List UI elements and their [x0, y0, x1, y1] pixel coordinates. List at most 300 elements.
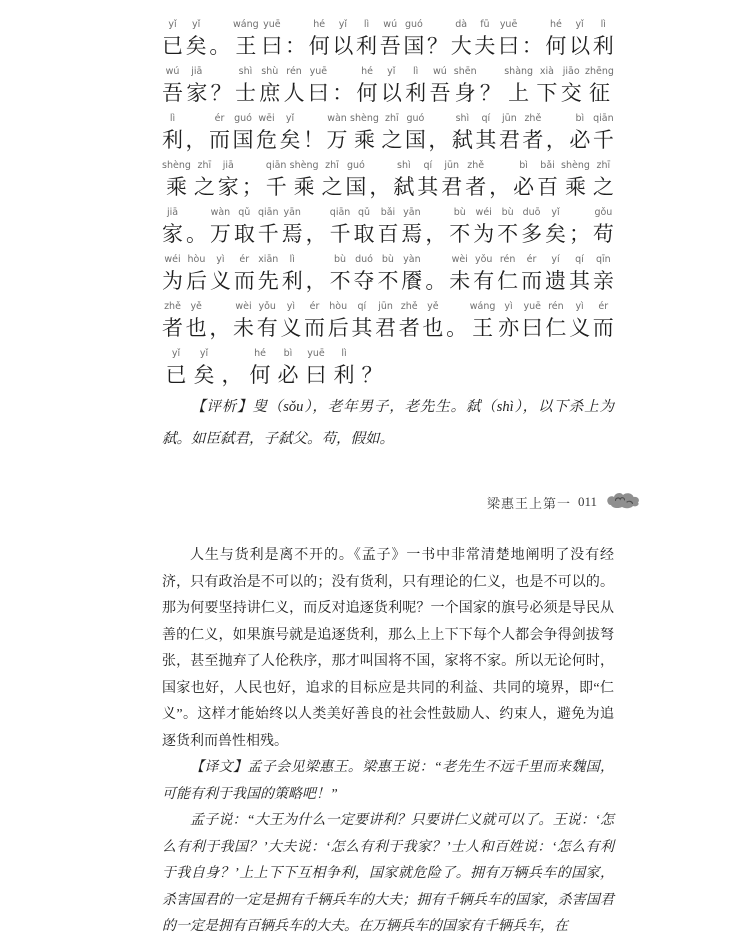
ruby-cell	[399, 300, 420, 343]
pinyin-annotation: bù	[334, 254, 347, 265]
classic-character: ，	[305, 222, 327, 246]
pinyin-annotation: yuē	[263, 19, 281, 30]
classic-line	[162, 61, 614, 108]
pinyin-annotation: zhī	[197, 160, 212, 171]
classic-character: 人	[283, 81, 305, 105]
ruby-cell	[498, 18, 519, 61]
pinyin-annotation: lì	[363, 19, 370, 30]
ruby-cell	[381, 112, 402, 155]
pinyin-annotation: lì	[341, 348, 347, 359]
ruby-cell	[489, 159, 510, 202]
classic-character: 义	[280, 316, 302, 340]
classic-character: 百	[377, 222, 399, 246]
ruby-cell	[475, 112, 496, 155]
ruby-cell	[233, 300, 254, 343]
pinyin-annotation: shì	[455, 113, 470, 124]
pinyin-annotation: yuē	[309, 66, 328, 77]
classic-character: 弑	[393, 175, 415, 199]
classic-character: 多	[521, 222, 543, 246]
pinyin-annotation: yǐ	[168, 19, 177, 30]
pinyin-annotation: yǐ	[387, 66, 396, 77]
ruby-cell	[186, 65, 207, 108]
classic-character: 何	[356, 81, 378, 105]
pinyin-annotation: yuē	[307, 348, 325, 359]
ruby-cell	[209, 18, 230, 61]
ruby-cell	[256, 112, 277, 155]
classic-character: 仁	[497, 269, 519, 293]
ruby-cell	[327, 112, 348, 155]
pinyin-annotation: zhī	[596, 160, 611, 171]
ruby-cell	[369, 159, 390, 202]
classic-character: 身	[454, 81, 476, 105]
ruby-cell	[427, 18, 448, 61]
ruby-cell	[425, 206, 446, 249]
classic-character: 焉	[281, 222, 303, 246]
pinyin-annotation: zhě	[400, 301, 418, 312]
pinyin-annotation: wéi	[475, 207, 492, 218]
pinyin-annotation: ér	[598, 301, 609, 312]
ruby-cell	[537, 159, 558, 202]
pinyin-annotation: jiā	[222, 160, 234, 171]
classic-character: 夫	[474, 34, 496, 58]
classic-character: 不	[377, 269, 399, 293]
classic-character: 万	[209, 222, 231, 246]
ruby-cell	[190, 347, 218, 390]
pinyin-annotation: jūn	[444, 160, 460, 171]
classic-character: 王	[472, 316, 494, 340]
pinyin-annotation: yǐ	[285, 113, 295, 124]
classic-character: ；	[241, 175, 263, 199]
ruby-cell	[405, 112, 426, 155]
classic-character: 其	[568, 269, 590, 293]
ruby-cell	[285, 18, 306, 61]
classic-character: 。	[209, 34, 231, 58]
ruby-cell	[162, 206, 183, 249]
pinyin-annotation: qí	[575, 254, 584, 265]
ruby-cell	[546, 112, 567, 155]
pinyin-annotation: qǔ	[357, 207, 371, 218]
ruby-cell	[345, 159, 366, 202]
classic-character: 乘	[353, 128, 375, 152]
classic-line	[162, 296, 614, 343]
pinyin-annotation: bì	[575, 113, 585, 124]
ruby-cell	[351, 300, 372, 343]
classic-character: 有	[256, 316, 278, 340]
classic-character: 万	[326, 128, 348, 152]
pinyin-annotation: hé	[361, 66, 373, 77]
classic-character: 千	[592, 128, 614, 152]
cloud-ornament-icon	[604, 491, 640, 513]
pinyin-annotation: jūn	[378, 301, 393, 312]
pinyin-annotation: yǐ	[192, 19, 201, 30]
classic-character: 王	[235, 34, 257, 58]
classic-character: 已	[165, 363, 187, 387]
ruby-cell	[234, 253, 255, 296]
pinyin-annotation: yì	[575, 301, 584, 312]
ruby-cell	[470, 300, 496, 343]
classic-character: 而	[521, 269, 543, 293]
ruby-cell	[401, 253, 422, 296]
pinyin-annotation: zhě	[467, 160, 485, 171]
classic-character: 而	[233, 269, 255, 293]
classic-character: 不	[329, 269, 351, 293]
pinyin-annotation: guó	[406, 113, 425, 124]
classic-character: 其	[417, 175, 439, 199]
ruby-cell	[261, 18, 282, 61]
translation-paragraph	[162, 755, 614, 808]
classic-character: 取	[233, 222, 255, 246]
ruby-cell	[593, 300, 614, 343]
ruby-cell	[429, 65, 450, 108]
ruby-cell	[473, 253, 494, 296]
classic-character: 也	[185, 316, 207, 340]
ruby-cell	[308, 65, 329, 108]
classic-character: 未	[449, 269, 471, 293]
ruby-cell	[358, 347, 386, 390]
ruby-cell	[186, 253, 207, 296]
ruby-cell	[284, 65, 305, 108]
translation-text: 孟子会见梁惠王。梁惠王说：“老先生不远千里而来魏国，可能有利于我国的策略吧！”	[162, 760, 615, 802]
pinyin-annotation: yǒu	[474, 254, 493, 265]
pinyin-annotation: ér	[526, 254, 537, 265]
ruby-cell	[499, 112, 520, 155]
classic-character: 征	[588, 81, 610, 105]
classic-character: 乘	[293, 175, 315, 199]
classic-character: 曰	[305, 363, 327, 387]
classic-character: 。	[185, 222, 207, 246]
classic-character: 士	[234, 81, 256, 105]
pinyin-annotation: qiān	[265, 160, 287, 171]
classic-character: 也	[422, 316, 444, 340]
pinyin-annotation: fū	[480, 19, 490, 30]
classic-character: 必	[513, 175, 535, 199]
classic-character: ？	[427, 34, 449, 58]
classic-character: 国	[404, 128, 426, 152]
classic-character: 何	[249, 363, 271, 387]
pinyin-annotation: yì	[216, 254, 225, 265]
ruby-cell	[513, 159, 534, 202]
pinyin-annotation: qiān	[593, 113, 614, 124]
ruby-cell	[593, 18, 614, 61]
classic-character: 者	[398, 316, 420, 340]
ruby-cell	[306, 253, 327, 296]
ruby-cell	[328, 300, 349, 343]
classic-character: ，	[221, 363, 243, 387]
classic-character: 家	[217, 175, 239, 199]
page-number: 011	[577, 494, 597, 509]
ruby-cell	[306, 206, 327, 249]
pinyin-annotation: yí	[551, 254, 560, 265]
pinyin-annotation: yě	[427, 301, 439, 312]
classic-character: 餍	[401, 269, 423, 293]
classic-character: 仁	[545, 316, 567, 340]
classic-character: 矣	[193, 363, 215, 387]
pinyin-annotation: wàn	[327, 113, 347, 124]
pinyin-annotation: wáng	[469, 301, 496, 312]
classic-character: 先	[257, 269, 279, 293]
classic-character: ；	[568, 222, 590, 246]
classic-line	[162, 155, 614, 202]
classic-character: 利	[405, 81, 427, 105]
classic-character: 千	[329, 222, 351, 246]
ruby-cell	[162, 347, 190, 390]
classic-character: 家	[186, 81, 208, 105]
classic-character: 以	[380, 81, 402, 105]
pinyin-annotation: ér	[239, 254, 250, 265]
ruby-cell	[521, 206, 542, 249]
ruby-cell	[258, 206, 279, 249]
ruby-cell	[585, 65, 614, 108]
ruby-cell	[454, 65, 477, 108]
classic-character: ，	[305, 269, 327, 293]
ruby-cell	[186, 112, 207, 155]
ruby-cell	[304, 300, 325, 343]
pinyin-annotation: yǐ	[199, 348, 209, 359]
ruby-cell	[561, 159, 590, 202]
classic-character: 千	[265, 175, 287, 199]
pinyin-annotation: wú	[165, 66, 180, 77]
classic-character: 矣	[545, 222, 566, 246]
pinyin-annotation: lì	[412, 66, 419, 77]
pinyin-annotation: duó	[355, 254, 373, 265]
classic-character: 必	[569, 128, 591, 152]
pinyin-annotation: yě	[190, 301, 202, 312]
pinyin-annotation: jiā	[191, 66, 203, 77]
pinyin-annotation: wēi	[258, 113, 275, 124]
ruby-cell	[522, 112, 543, 155]
pinyin-annotation: bǎi	[380, 207, 396, 218]
classic-character: 义	[569, 316, 591, 340]
pinyin-annotation: guó	[346, 160, 365, 171]
classic-character: 之	[193, 175, 215, 199]
ruby-cell	[235, 65, 256, 108]
classic-character: ？	[210, 81, 232, 105]
annotation-section	[162, 391, 614, 455]
classic-character: ，	[428, 128, 450, 152]
ruby-cell	[282, 206, 303, 249]
pinyin-annotation: lì	[289, 254, 295, 265]
classic-character: 者	[465, 175, 487, 199]
pinyin-annotation: wèi	[235, 301, 252, 312]
classic-character: ，	[489, 175, 511, 199]
ruby-cell	[377, 253, 398, 296]
pinyin-annotation: qí	[423, 160, 433, 171]
ruby-cell	[266, 159, 287, 202]
classic-character: 交	[560, 81, 582, 105]
classic-character: 以	[569, 34, 591, 58]
pinyin-annotation: rén	[548, 301, 564, 312]
pinyin-annotation: xiān	[258, 254, 279, 265]
pinyin-annotation: shèng	[162, 160, 191, 171]
pinyin-annotation: bù	[501, 207, 514, 218]
ruby-cell	[332, 65, 353, 108]
classic-character: ，	[425, 222, 447, 246]
ruby-cell	[274, 347, 302, 390]
classic-character: 必	[277, 363, 299, 387]
classic-character: 曰	[307, 81, 329, 105]
ruby-cell	[449, 206, 470, 249]
classic-character: 国	[345, 175, 367, 199]
classic-character: ：	[521, 34, 543, 58]
classic-character: 为	[162, 269, 183, 293]
classic-character: 利	[281, 269, 303, 293]
classic-character: ？	[479, 81, 501, 105]
classic-character: 焉	[401, 222, 423, 246]
ruby-cell	[302, 347, 330, 390]
classic-character: 上	[508, 81, 530, 105]
ruby-cell	[498, 300, 519, 343]
ruby-cell	[569, 112, 590, 155]
pinyin-annotation: bì	[283, 348, 293, 359]
classic-character: 矣	[279, 128, 301, 152]
ruby-cell	[536, 65, 557, 108]
pinyin-annotation: yǐ	[551, 207, 560, 218]
pinyin-annotation: guó	[234, 113, 252, 124]
ruby-cell	[162, 18, 183, 61]
classic-character: 国	[403, 34, 425, 58]
ruby-cell	[233, 112, 254, 155]
ruby-cell	[354, 253, 375, 296]
pinyin-annotation: qí	[481, 113, 491, 124]
ruby-cell	[405, 65, 426, 108]
classic-character: 乘	[564, 175, 586, 199]
pinyin-annotation: zhě	[524, 113, 542, 124]
lower-text-block	[162, 543, 614, 934]
ruby-cell	[465, 159, 486, 202]
pinyin-annotation: shèng	[350, 113, 379, 124]
ruby-cell	[233, 18, 259, 61]
pinyin-annotation: wáng	[233, 19, 259, 30]
ruby-cell	[186, 18, 207, 61]
ruby-cell	[218, 347, 246, 390]
classic-character: 者	[522, 128, 544, 152]
ruby-cell	[290, 159, 319, 202]
classic-character: 利	[356, 34, 378, 58]
ruby-cell	[545, 18, 566, 61]
ruby-cell	[257, 300, 278, 343]
translation-label: 【译文】	[190, 760, 248, 775]
ruby-cell	[162, 253, 183, 296]
classic-character: 后	[185, 269, 207, 293]
ruby-cell	[403, 18, 424, 61]
ruby-cell	[504, 65, 533, 108]
classic-character: 。	[446, 316, 468, 340]
pinyin-annotation: dà	[455, 19, 468, 30]
ruby-cell	[303, 112, 324, 155]
ruby-cell	[209, 112, 230, 155]
classic-character: 君	[375, 316, 397, 340]
pinyin-annotation: ér	[309, 301, 320, 312]
ruby-cell	[210, 253, 231, 296]
ruby-cell	[354, 206, 375, 249]
pinyin-annotation: hé	[549, 19, 562, 30]
pinyin-annotation: shù	[261, 66, 279, 77]
ruby-cell	[246, 347, 274, 390]
classic-line	[162, 343, 614, 390]
ruby-cell	[446, 300, 467, 343]
pinyin-annotation: shì	[238, 66, 253, 77]
classic-character: 大	[450, 34, 472, 58]
classic-character: 不	[497, 222, 519, 246]
chapter-title: 梁惠王上第一	[486, 495, 571, 511]
ruby-cell	[425, 253, 446, 296]
annotation-paragraph	[162, 391, 614, 455]
classic-line	[162, 14, 614, 61]
ruby-cell	[162, 159, 191, 202]
classic-character: 其	[475, 128, 497, 152]
classic-character: 下	[536, 81, 558, 105]
ruby-cell	[381, 65, 402, 108]
classic-line	[162, 202, 614, 249]
classic-character: 吾	[379, 34, 401, 58]
classic-character: ？	[361, 363, 383, 387]
ruby-cell	[480, 65, 501, 108]
pinyin-annotation: yān	[283, 207, 301, 218]
classic-character: 吾	[162, 81, 183, 105]
pinyin-annotation: qiān	[329, 207, 351, 218]
classic-character: 取	[353, 222, 375, 246]
ruby-cell	[194, 159, 215, 202]
classic-character: 利	[333, 363, 355, 387]
classic-character: 夺	[353, 269, 375, 293]
classic-character: 遗	[545, 269, 566, 293]
pinyin-annotation: lì	[600, 19, 606, 30]
pinyin-annotation: yǐ	[338, 19, 347, 30]
ruby-cell	[593, 253, 614, 296]
classic-character: 家	[162, 222, 183, 246]
pinyin-annotation: shèng	[289, 160, 319, 171]
ruby-cell	[593, 112, 614, 155]
classic-character: 之	[381, 128, 403, 152]
classic-character: 而	[209, 128, 230, 152]
ruby-cell	[474, 18, 495, 61]
ruby-cell	[332, 18, 353, 61]
pinyin-annotation: yǐ	[171, 348, 181, 359]
pinyin-annotation: hé	[313, 19, 326, 30]
classic-character: 庶	[259, 81, 281, 105]
ruby-cell	[210, 206, 231, 249]
pinyin-annotation: shàng	[504, 66, 534, 77]
ruby-cell	[330, 206, 351, 249]
pinyin-annotation: yuē	[523, 301, 541, 312]
classic-character: 不	[449, 222, 471, 246]
classic-character: ，	[369, 175, 391, 199]
ruby-cell	[211, 65, 232, 108]
classic-text	[162, 14, 614, 390]
classic-line	[162, 249, 614, 296]
annotation-label: 【评析】	[191, 399, 253, 415]
classic-character: 危	[256, 128, 277, 152]
classic-character: 吾	[429, 81, 451, 105]
ruby-cell	[330, 253, 351, 296]
pinyin-annotation: hòu	[187, 254, 206, 265]
classic-character: 君	[441, 175, 463, 199]
ruby-cell	[209, 300, 230, 343]
ruby-cell	[377, 206, 398, 249]
pinyin-annotation: zhě	[164, 301, 181, 312]
pinyin-annotation: wú	[383, 19, 398, 30]
classic-character: 未	[233, 316, 255, 340]
classic-character: ！	[303, 128, 324, 152]
pinyin-annotation: shēn	[453, 66, 477, 77]
classic-character: 国	[232, 128, 254, 152]
pinyin-annotation: qí	[357, 301, 367, 312]
ruby-cell	[234, 206, 255, 249]
pinyin-annotation: rén	[286, 66, 302, 77]
ruby-cell	[497, 253, 518, 296]
classic-character: 之	[592, 175, 614, 199]
pinyin-annotation: xià	[539, 66, 554, 77]
